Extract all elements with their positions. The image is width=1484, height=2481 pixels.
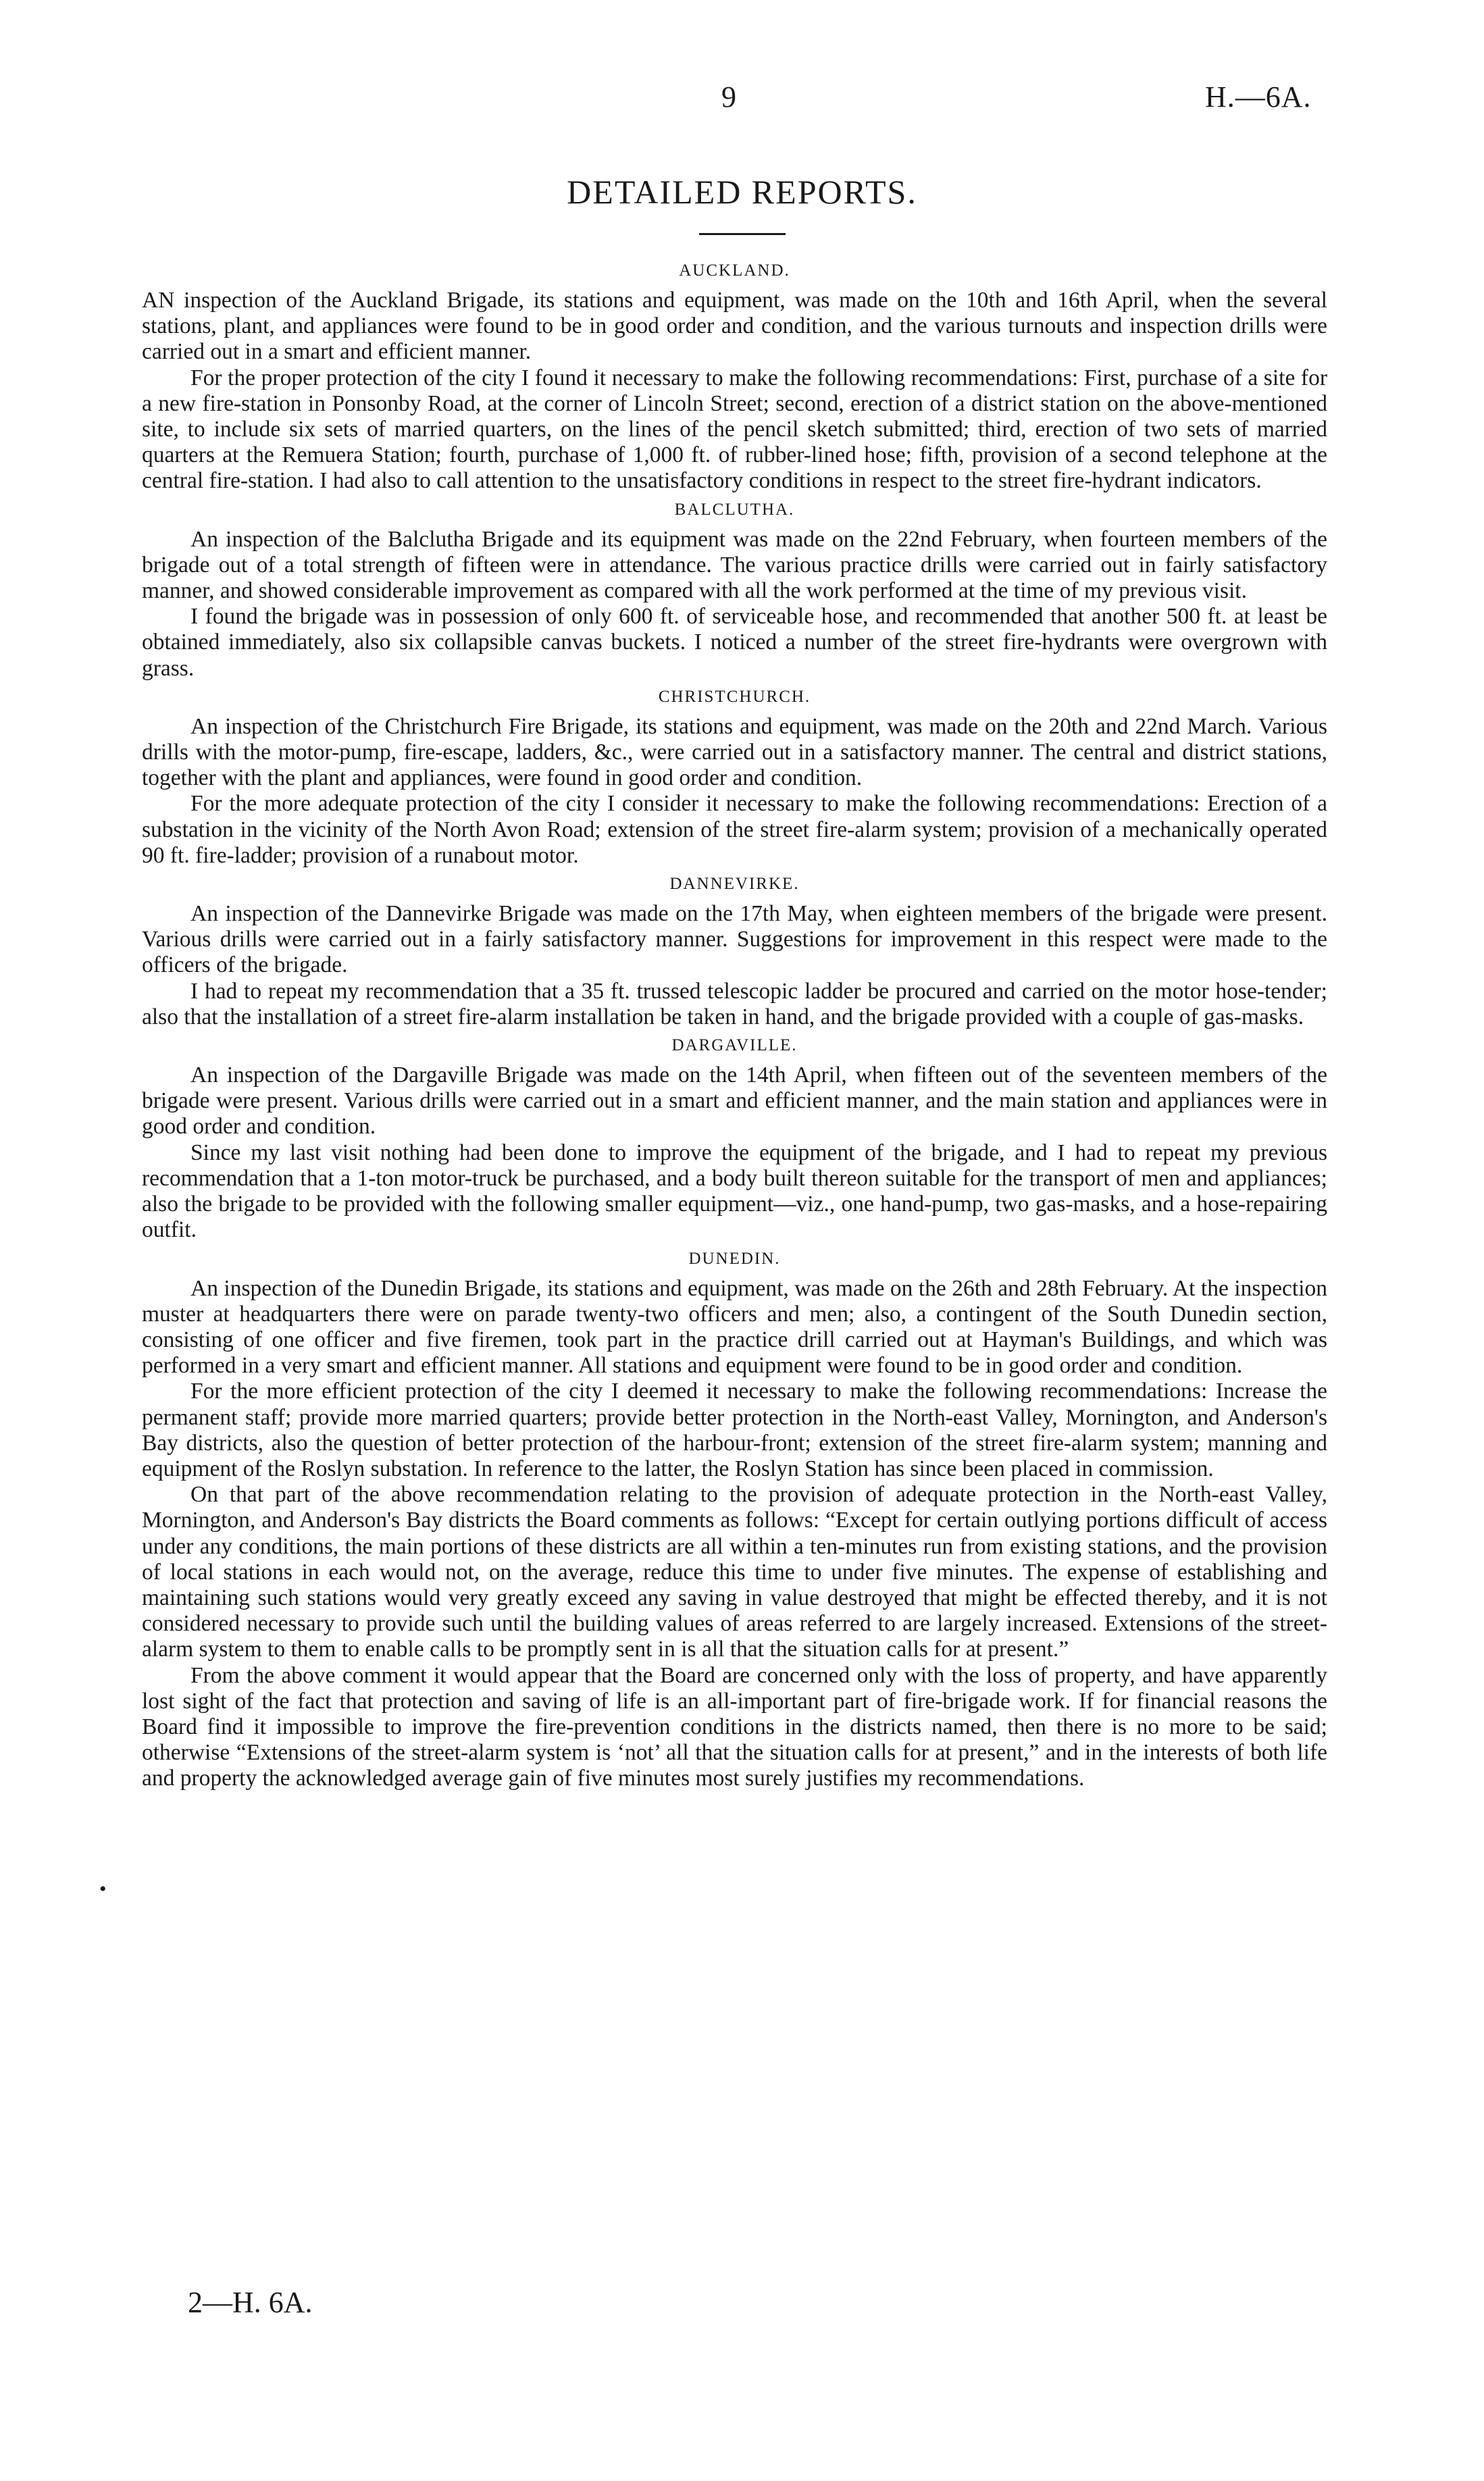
paragraph: An inspection of the Balclutha Brigade and its equipment was made on the 22nd February, when fourteen members of the brigade out of a total strength of fifteen were in attendance. The various practice drills were carried out in fairly satisfactory manner, and showed considerable improvement as compared with all the work performed at the time of my previous visit. [142,526,1327,604]
paragraph: An inspection of the Dunedin Brigade, its stations and equipment, was made on the 26th and 28th February. At the inspection muster at headquarters there were on parade twenty-two officers and men; also, a contingent of the South Dunedin section, consisting of one officer and five firemen, took part in the practice drill carried out at Hayman's Buildings, and which was performed in a very smart and efficient manner. All stations and equipment were found to be in good order and condition. [142,1275,1327,1379]
page-header [0,80,1484,120]
paragraph: An inspection of the Dannevirke Brigade was made on the 17th May, when eighteen members of the brigade were present. Various drills were carried out in a fairly satisfactory manner. Suggestions for improvement in this respect were made to the officers of the brigade. [142,901,1327,978]
title-divider [699,233,786,235]
document-reference: H.—6A. [1205,80,1312,113]
paragraph: For the more efficient protection of the city I deemed it necessary to make the following recommendations: Increase the permanent staff; provide more married quarters; provide better protection in the North-east Valley, Mornington, and Anderson's Bay districts, also the question of better protection of the harbour-front; extension of the street fire-alarm system; manning and equipment of the Roslyn substation. In reference to the latter, the Roslyn Station has since been placed in commission. [142,1379,1327,1481]
section-heading: DANNEVIRKE. [669,875,800,894]
section-dannevirke [142,869,1327,1030]
paragraph: An inspection of the Christchurch Fire Brigade, its stations and equipment, was made on the 20th and 22nd March. Various drills with the motor-pump, fire-escape, ladders, &c., were carried out in a satisfactory manner. The central and district stations, together with the plant and appliances, were found in good order and condition. [142,713,1327,791]
section-dargaville [142,1030,1327,1243]
section-dunedin [142,1244,1327,1792]
section-heading: DUNEDIN. [688,1249,781,1268]
section-auckland [142,255,1327,494]
section-balclutha [142,494,1327,682]
paragraph: An inspection of the Dargaville Brigade was made on the 14th April, when fifteen out of the seventeen members of the brigade were present. Various drills were carried out in a smart and efficient manner, and the main station and appliances were in good order and condition. [142,1063,1327,1140]
paragraph: Since my last visit nothing had been done to improve the equipment of the brigade, and I had to repeat my previous recommendation that a 1-ton motor-truck be purchased, and a body built thereon suitable for the transport of men and appliances; also the brigade to be provided with the following smaller equipment—viz., one hand-pump, two gas-masks, and a hose-repairing outfit. [142,1140,1327,1243]
signature-mark: 2—H. 6A. [188,2286,313,2319]
paragraph: For the proper protection of the city I found it necessary to make the following recommendations: First, purchase of a site for a new fire-station in Ponsonby Road, at the corner of Lincoln Street; second, erection of a district station on the above-mentioned site, to include six sets of married quarters, on the lines of the pencil sketch submitted; third, erection of two sets of married quarters at the Remuera Station; fourth, purchase of 1,000 ft. of rubber-lined hose; fifth, provision of a second telephone at the central fire-station. I had also to call attention to the unsatisfactory conditions in respect to the street fire-hydrant indicators. [142,365,1327,494]
margin-mark: • [99,1878,107,1900]
page-number: 9 [721,80,736,113]
paragraph: AN inspection of the Auckland Brigade, its stations and equipment, was made on the 10th and 16th April, when the several stations, plant, and appliances were found to be in good order and condition, and the various turnouts and inspection drills were carried out in a smart and efficient manner. [142,288,1327,365]
section-heading: BALCLUTHA. [674,500,795,519]
paragraph: I found the brigade was in possession of only 600 ft. of serviceable hose, and recommended that another 500 ft. at least be obtained immediately, also six collapsible canvas buckets. I noticed a number of the street fire-hydrants were overgrown with grass. [142,604,1327,681]
paragraph: For the more adequate protection of the city I consider it necessary to make the following recommendations: Erection of a substation in the vicinity of the North Avon Road; extension of the street fire-alarm system; provision of a mechanically operated 90 ft. fire-ladder; provision of a runabout motor. [142,791,1327,868]
section-heading: DARGAVILLE. [671,1036,798,1055]
page-title: DETAILED REPORTS. [567,173,917,211]
section-heading: CHRISTCHURCH. [658,687,811,706]
section-christchurch [142,682,1327,869]
paragraph: On that part of the above recommendation relating to the provision of adequate protection in the North-east Valley, Mornington, and Anderson's Bay districts the Board comments as follows: “Except for certain outlying portions difficult of access under any conditions, the main portions of these districts are all within a ten-minutes run from existing stations, and the provision of local stations in each would not, on the average, reduce this time to under five minutes. The expense of establishing and maintaining such stations would very greatly exceed any saving in value destroyed that might be effected thereby, and it is not considered necessary to provide such until the building values of areas referred to are largely increased. Extensions of the street-alarm system to them to enable calls to be promptly sent in is all that the situation calls for at present.” [142,1482,1327,1662]
paragraph: From the above comment it would appear that the Board are concerned only with the loss of property, and have apparently lost sight of the fact that protection and saving of life is an all-important part of fire-brigade work. If for financial reasons the Board find it impossible to improve the fire-prevention conditions in the districts named, then there is no more to be said; otherwise “Extensions of the street-alarm system is ‘not’ all that the situation calls for at present,” and in the interests of both life and property the acknowledged average gain of five minutes most surely justifies my recommendations. [142,1662,1327,1791]
section-heading: AUCKLAND. [679,261,790,280]
paragraph: I had to repeat my recommendation that a 35 ft. trussed telescopic ladder be procured and carried on the motor hose-tender; also that the installation of a street fire-alarm installation be taken in hand, and the brigade provided with a couple of gas-masks. [142,978,1327,1029]
report-body [142,255,1327,1792]
